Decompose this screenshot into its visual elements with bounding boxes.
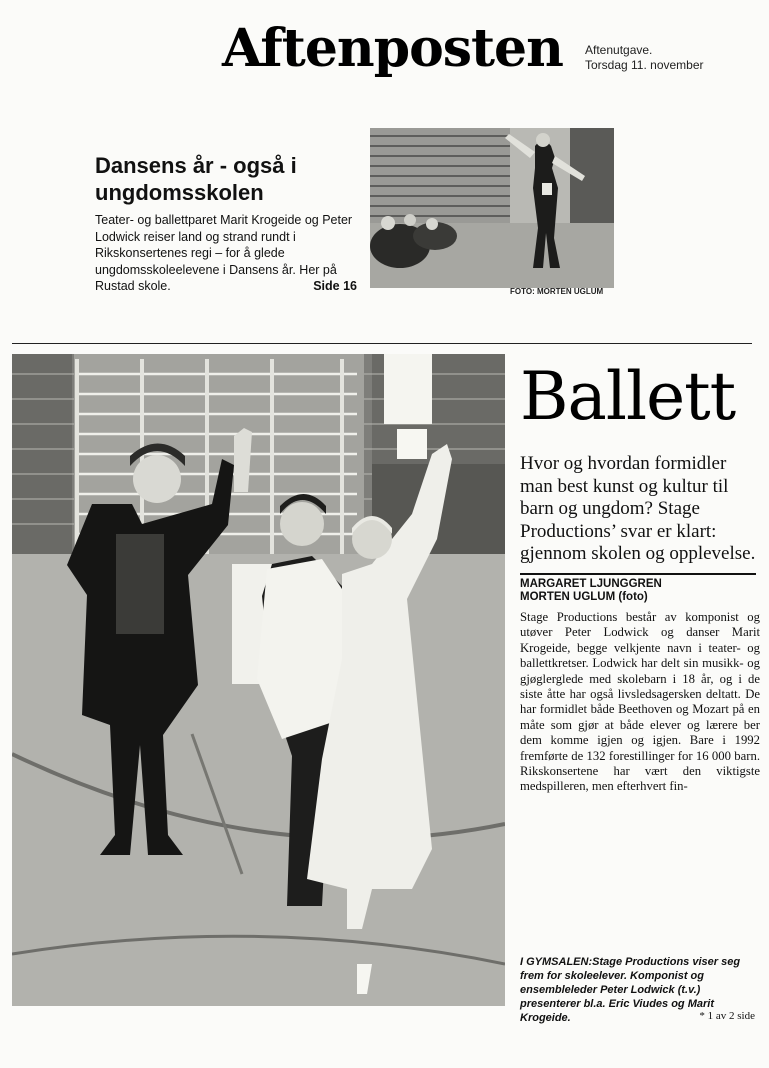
- teaser-headline: Dansens år - også i ungdomsskolen: [95, 153, 297, 205]
- photo-caption: I GYMSALEN:Stage Productions viser seg frem for skoleelever. Komponist og ensembleleder Peter Lodwick (t.v.) presenterer bl.a. Eric Viudes og Marit Krogeide.: [520, 956, 741, 1024]
- article-headline: Ballett: [520, 358, 736, 435]
- teaser-photo-credit: FOTO: MORTEN UGLUM: [510, 287, 604, 296]
- edition-info: [585, 43, 745, 73]
- edition-date: Torsdag 11. november: [585, 58, 704, 72]
- teaser-body: Teater- og ballettparet Marit Krogeide og Peter Lodwick reiser land og strand rundt i Rikskonsertenes regi – for å glede ungdomsskoleelevene i Dansens år. Her på Rustad skole.: [95, 213, 353, 293]
- article-lede: Hvor og hvordan formidler man best kunst og kultur til barn og ungdom? Stage Productions’ svar er klart: gjennom skolen og opplevelse.: [520, 453, 756, 564]
- teaser-photo-image: [370, 128, 614, 288]
- teaser-text: [95, 212, 357, 295]
- byline-author: MARGARET LJUNGGREN: [520, 578, 662, 590]
- edition-label: Aftenutgave.: [585, 43, 653, 57]
- main-photo-image: [12, 354, 505, 1006]
- article-byline: [520, 578, 760, 604]
- main-photo: [12, 354, 505, 1006]
- section-divider: [12, 343, 752, 344]
- teaser-page-ref: Side 16: [313, 279, 357, 293]
- byline-photographer: MORTEN UGLUM (foto): [520, 591, 648, 603]
- article-body: Stage Productions består av komponist og utøver Peter Lodwick og danser Marit Krogeide, begge velkjente navn i teater- og ballettkretser. Lodwick har delt sin musikk- og gjøglerglede med skolebarn i 18 år, og i de siste åtte har også livsledsagersken deltatt. De har formidlet både Beethoven og Mozart på en måte som gjør at både elever og lærere ber dem komme igjen og igjen. Bare i 1992 fremførte de 132 forestillinger for 16 000 barn. Rikskonsertene har vært den viktigste medspilleren, men efterhvert fin-: [520, 610, 760, 794]
- teaser-photo: [370, 128, 614, 288]
- page-indicator: * 1 av 2 side: [699, 1010, 755, 1022]
- lede-divider: [520, 573, 756, 575]
- masthead-logo: Aftenposten: [222, 18, 563, 79]
